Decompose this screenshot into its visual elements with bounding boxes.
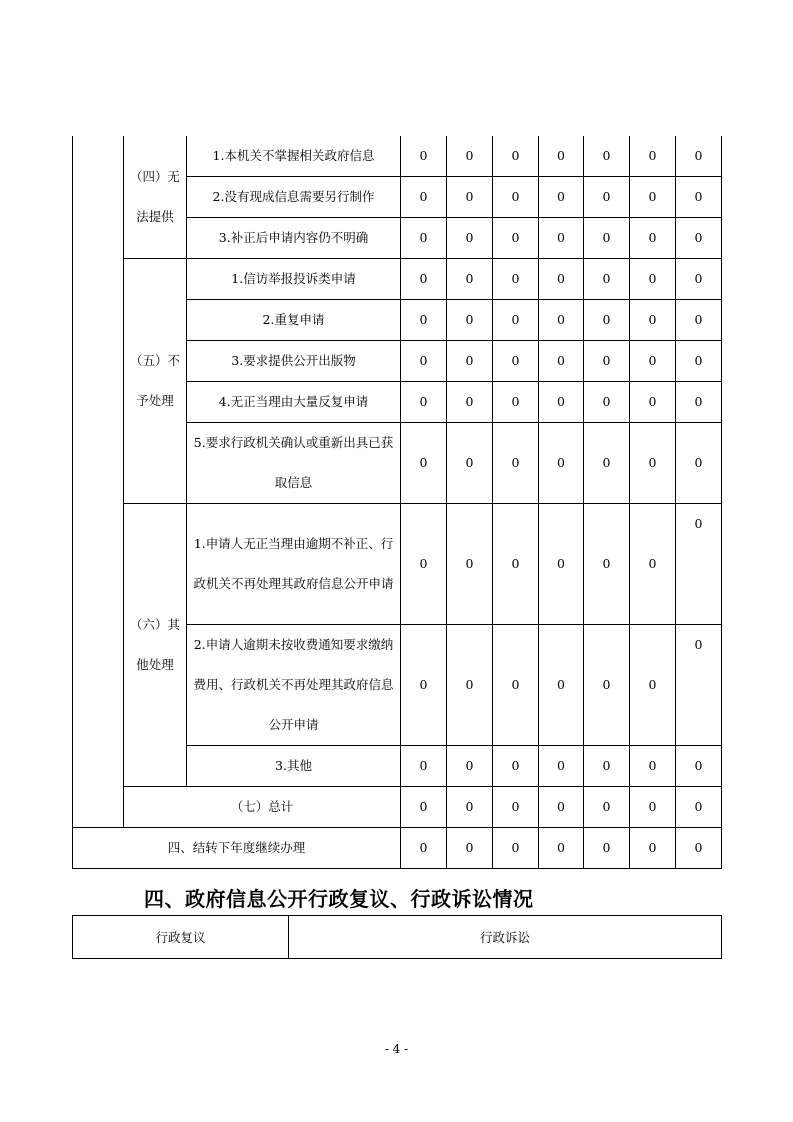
value-cell: 0 [630, 341, 676, 382]
row-label-cell: 3.其他 [187, 746, 401, 787]
row-label-cell: 5.要求行政机关确认或重新出具已获取信息 [187, 423, 401, 504]
blank-outer-cell [73, 136, 124, 828]
review-litigation-table [72, 915, 722, 959]
value-cell: 0 [676, 504, 722, 625]
value-cell: 0 [539, 136, 584, 177]
value-cell: 0 [493, 504, 539, 625]
value-cell: 0 [630, 300, 676, 341]
value-cell: 0 [630, 746, 676, 787]
value-cell: 0 [584, 423, 630, 504]
value-cell: 0 [676, 746, 722, 787]
value-cell: 0 [447, 746, 493, 787]
value-cell: 0 [539, 341, 584, 382]
value-cell: 0 [584, 259, 630, 300]
value-cell: 0 [630, 828, 676, 869]
value-cell: 0 [493, 341, 539, 382]
value-cell: 0 [630, 177, 676, 218]
value-cell: 0 [539, 423, 584, 504]
value-cell: 0 [584, 136, 630, 177]
group-label-cell: （五）不予处理 [124, 259, 187, 504]
value-cell: 0 [447, 300, 493, 341]
value-cell: 0 [630, 625, 676, 746]
value-cell: 0 [584, 625, 630, 746]
value-cell: 0 [676, 177, 722, 218]
value-cell: 0 [676, 382, 722, 423]
value-cell: 0 [584, 787, 630, 828]
value-cell: 0 [493, 300, 539, 341]
value-cell: 0 [447, 828, 493, 869]
value-cell: 0 [401, 746, 447, 787]
row-label-cell: 1.信访举报投诉类申请 [187, 259, 401, 300]
value-cell: 0 [447, 504, 493, 625]
value-cell: 0 [493, 259, 539, 300]
value-cell: 0 [539, 382, 584, 423]
value-cell: 0 [447, 423, 493, 504]
value-cell: 0 [401, 382, 447, 423]
value-cell: 0 [539, 259, 584, 300]
table-row [73, 259, 722, 300]
value-cell: 0 [447, 218, 493, 259]
value-cell: 0 [584, 746, 630, 787]
value-cell: 0 [447, 259, 493, 300]
carry-over-row [73, 828, 722, 869]
value-cell: 0 [401, 136, 447, 177]
value-cell: 0 [493, 423, 539, 504]
value-cell: 0 [539, 787, 584, 828]
row-label-cell: 2.申请人逾期未按收费通知要求缴纳费用、行政机关不再处理其政府信息公开申请 [187, 625, 401, 746]
header-administrative-litigation: 行政诉讼 [289, 916, 722, 959]
value-cell: 0 [676, 423, 722, 504]
row-label-cell: 4.无正当理由大量反复申请 [187, 382, 401, 423]
value-cell: 0 [539, 625, 584, 746]
row-label-cell: 1.申请人无正当理由逾期不补正、行政机关不再处理其政府信息公开申请 [187, 504, 401, 625]
value-cell: 0 [539, 746, 584, 787]
value-cell: 0 [676, 218, 722, 259]
value-cell: 0 [493, 746, 539, 787]
table-row [73, 504, 722, 625]
value-cell: 0 [539, 828, 584, 869]
group-label-cell: （六）其他处理 [124, 504, 187, 787]
row-label-cell: 1.本机关不掌握相关政府信息 [187, 136, 401, 177]
value-cell: 0 [447, 136, 493, 177]
value-cell: 0 [447, 341, 493, 382]
value-cell: 0 [401, 218, 447, 259]
value-cell: 0 [584, 341, 630, 382]
value-cell: 0 [584, 218, 630, 259]
section-4-heading: 四、政府信息公开行政复议、行政诉讼情况 [144, 887, 534, 911]
value-cell: 0 [539, 504, 584, 625]
value-cell: 0 [401, 177, 447, 218]
value-cell: 0 [630, 382, 676, 423]
value-cell: 0 [676, 300, 722, 341]
page-number: - 4 - [384, 1042, 409, 1056]
value-cell: 0 [630, 218, 676, 259]
row-label-cell: 3.补正后申请内容仍不明确 [187, 218, 401, 259]
header-administrative-review: 行政复议 [73, 916, 289, 959]
value-cell: 0 [630, 504, 676, 625]
table-row [73, 136, 722, 177]
value-cell: 0 [447, 625, 493, 746]
row-label-cell: 2.重复申请 [187, 300, 401, 341]
value-cell: 0 [493, 787, 539, 828]
value-cell: 0 [401, 828, 447, 869]
value-cell: 0 [447, 382, 493, 423]
value-cell: 0 [584, 300, 630, 341]
value-cell: 0 [493, 136, 539, 177]
value-cell: 0 [676, 828, 722, 869]
value-cell: 0 [493, 625, 539, 746]
value-cell: 0 [401, 787, 447, 828]
value-cell: 0 [630, 423, 676, 504]
value-cell: 0 [493, 177, 539, 218]
value-cell: 0 [493, 382, 539, 423]
value-cell: 0 [676, 625, 722, 746]
value-cell: 0 [401, 625, 447, 746]
value-cell: 0 [676, 259, 722, 300]
group-label-cell: （四）无法提供 [124, 136, 187, 259]
value-cell: 0 [630, 787, 676, 828]
row-label-cell: 2.没有现成信息需要另行制作 [187, 177, 401, 218]
carry-over-label-cell: 四、结转下年度继续办理 [73, 828, 401, 869]
value-cell: 0 [676, 787, 722, 828]
value-cell: 0 [630, 259, 676, 300]
value-cell: 0 [401, 504, 447, 625]
value-cell: 0 [401, 423, 447, 504]
value-cell: 0 [584, 177, 630, 218]
value-cell: 0 [401, 341, 447, 382]
value-cell: 0 [539, 177, 584, 218]
value-cell: 0 [676, 341, 722, 382]
value-cell: 0 [584, 504, 630, 625]
value-cell: 0 [447, 787, 493, 828]
value-cell: 0 [401, 300, 447, 341]
total-row [73, 787, 722, 828]
value-cell: 0 [401, 259, 447, 300]
value-cell: 0 [584, 828, 630, 869]
total-label-cell: （七）总计 [124, 787, 401, 828]
value-cell: 0 [630, 136, 676, 177]
application-handling-table [72, 136, 722, 869]
value-cell: 0 [539, 300, 584, 341]
value-cell: 0 [584, 382, 630, 423]
row-label-cell: 3.要求提供公开出版物 [187, 341, 401, 382]
value-cell: 0 [676, 136, 722, 177]
value-cell: 0 [493, 828, 539, 869]
value-cell: 0 [493, 218, 539, 259]
value-cell: 0 [447, 177, 493, 218]
value-cell: 0 [539, 218, 584, 259]
